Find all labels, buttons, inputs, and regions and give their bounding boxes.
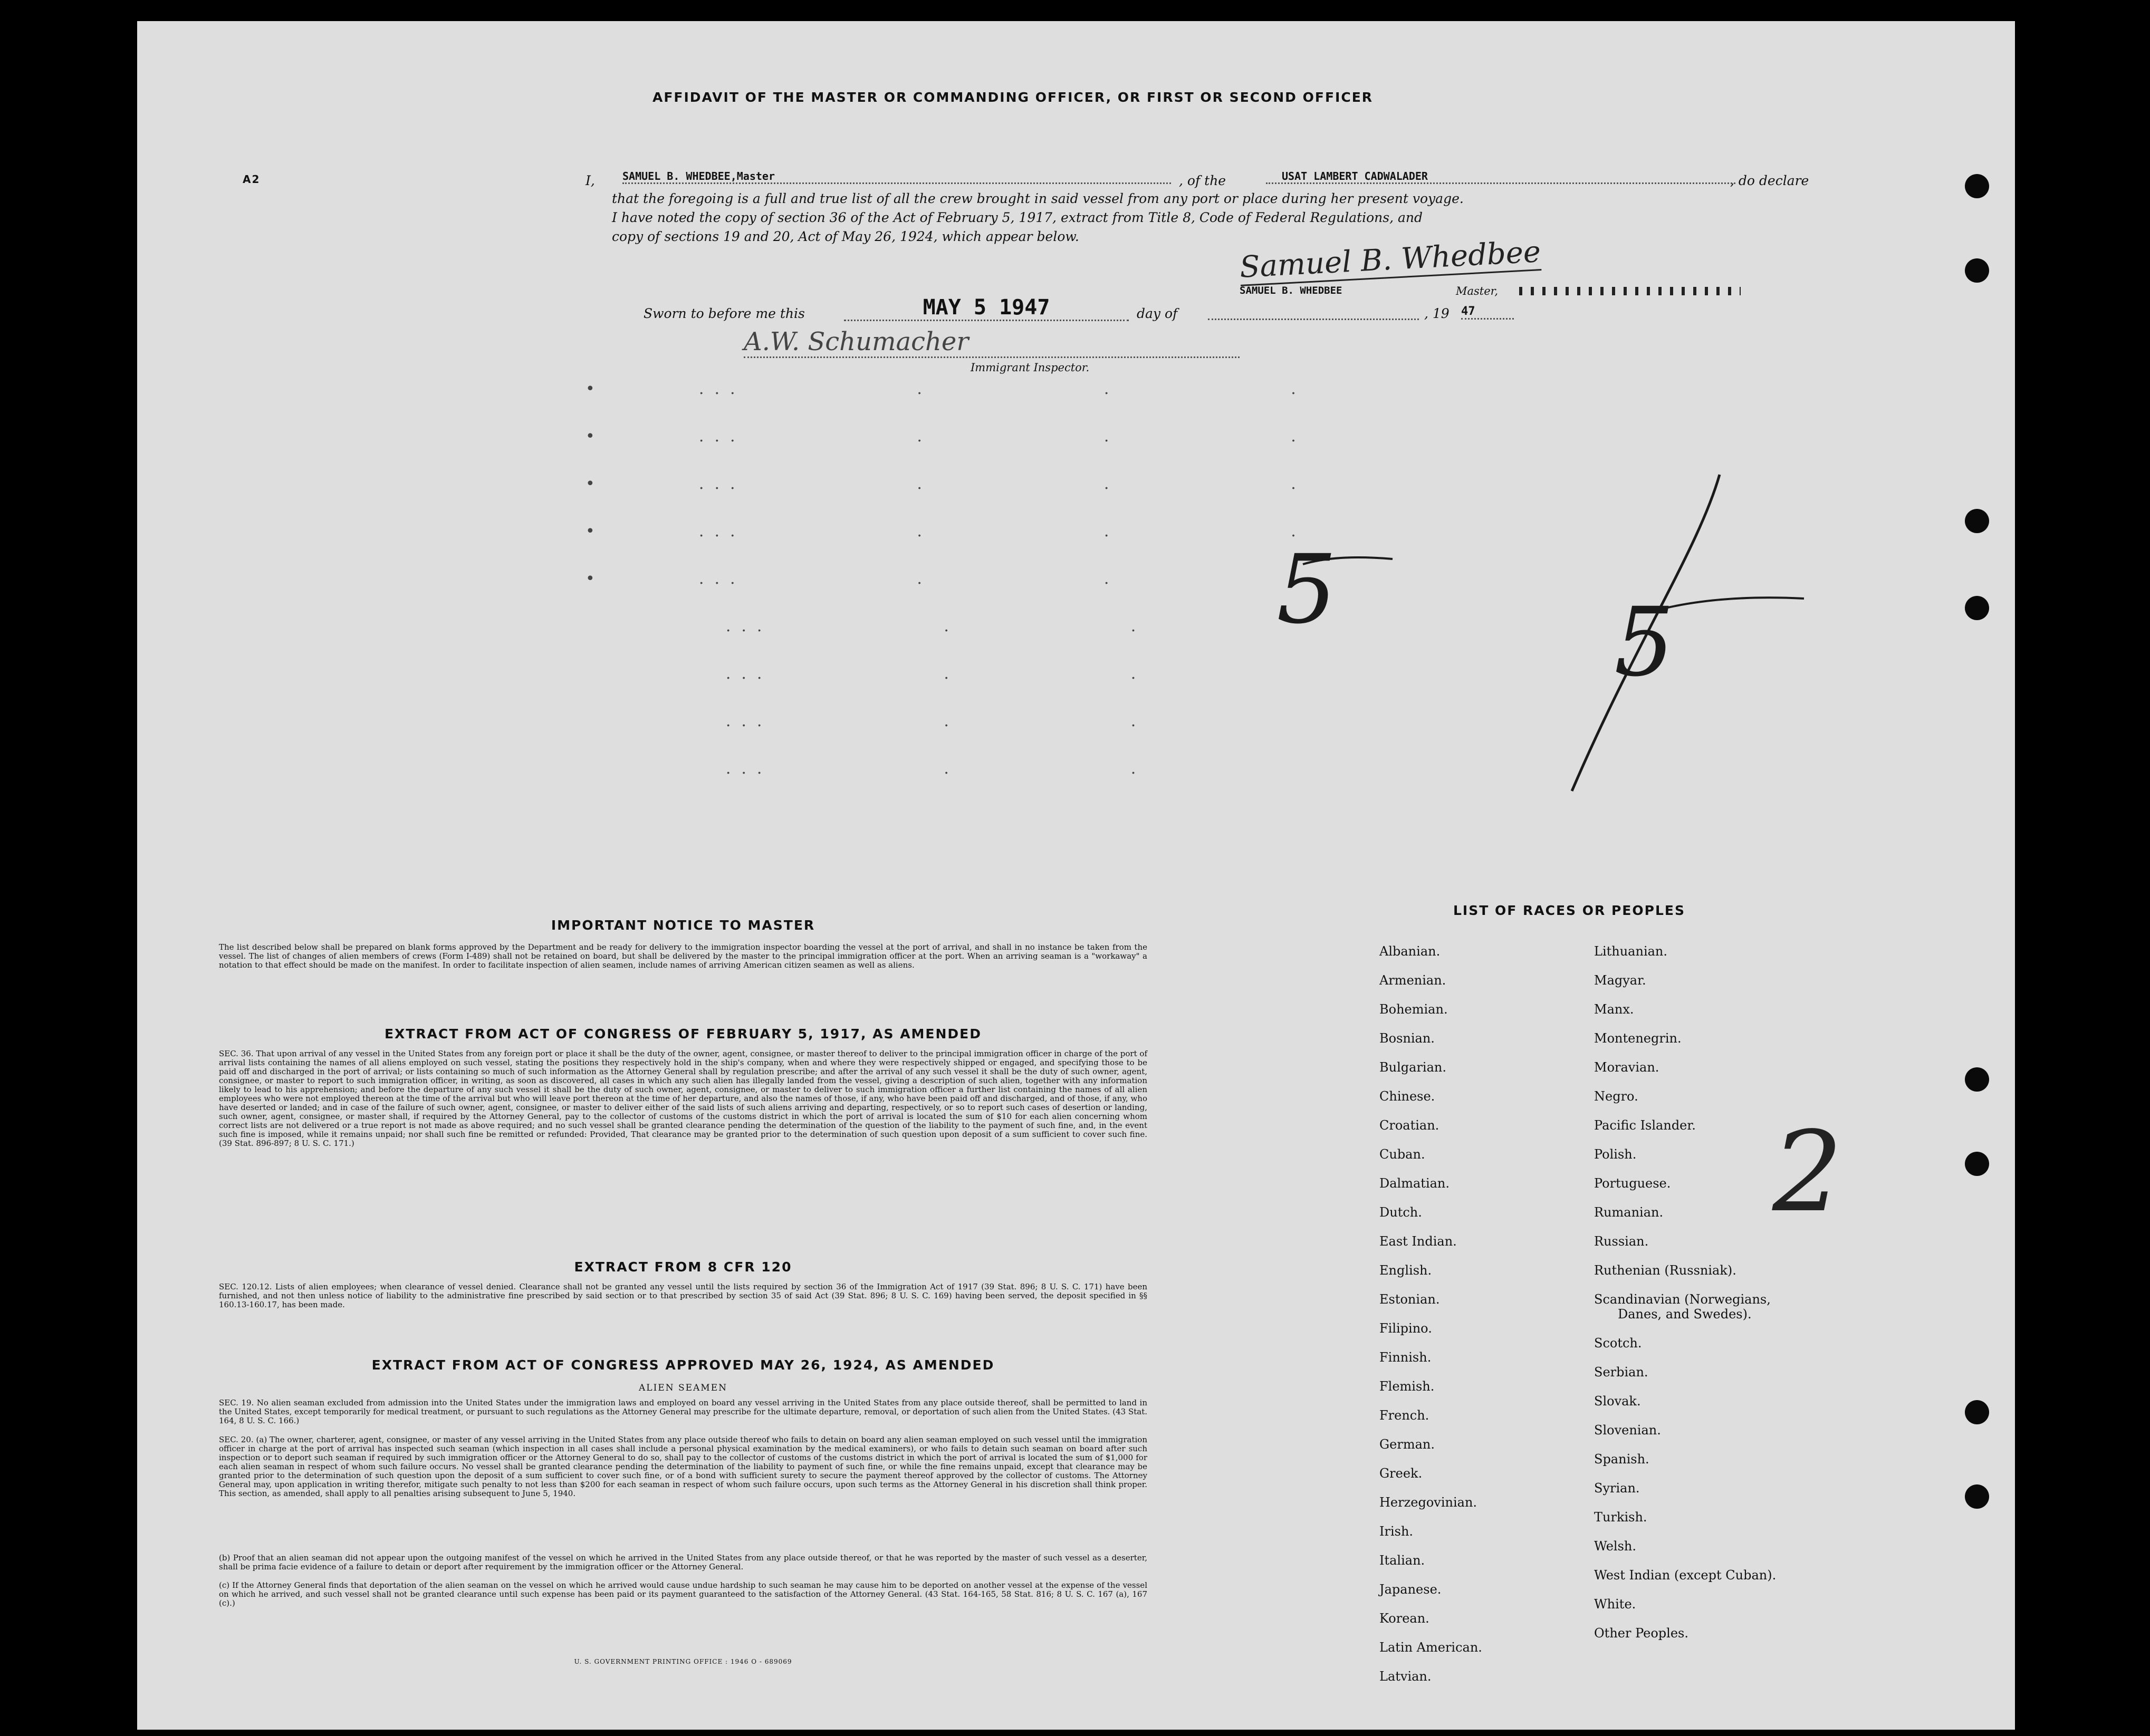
race-item: Montenegrin. [1594, 1031, 1682, 1046]
affidavit-line-3: I have noted the copy of section 36 of the Act of February 5, 1917, extract from Title 8, Code of Federal Regulations, and [612, 210, 1423, 225]
race-item: Scotch. [1594, 1336, 1642, 1351]
race-item: German. [1379, 1437, 1435, 1452]
race-item: Danes, and Swedes). [1618, 1307, 1752, 1322]
affidavit-do-declare: , do declare [1730, 173, 1809, 188]
master-signature: Samuel B. Whedbee [1239, 235, 1542, 286]
race-item: Slovak. [1594, 1394, 1641, 1409]
race-item: Rumanian. [1594, 1205, 1664, 1220]
handwritten-margin-number: 2 [1772, 1107, 1843, 1237]
race-item: Pacific Islander. [1594, 1118, 1696, 1133]
extract-1924-sec20a: SEC. 20. (a) The owner, charterer, agent, consignee, or master of any vessel arriving in the United States from any place outside thereof who fails to detain on board any alien seaman employed on such vessel until the immigration officer in charge at the port of arrival has inspected such seaman (which inspection in all cases shall include a personal physical examination by the medical examiners), or who fails to detain such seaman on board after such inspection or to deport such seaman if required by such immigration officer or the Attorney General to do so, shall pay to the collector of customs of the customs district in which the port of arrival is located the sum of $1,000 for each alien seaman in respect of whom such failure occurs. No vessel shall be granted clearance pending the determination of the liability to payment of such fine, or while the fine remains unpaid, except that clearance may be granted prior to the determination of such question upon the deposit of a sum sufficient to cover such fine, or of a bond with sufficient surety to secure the payment thereof approved by the collector of customs. The Attorney General may, upon application in writing therefor, mitigate such penalty to not less than $200 for each seaman in respect of whom such failure occurs, upon such terms as the Attorney General in his discretion shall think proper. This section, as amended, shall apply to all penalties arising subsequent to June 5, 1940. [219, 1435, 1147, 1498]
binder-hole [1965, 174, 1989, 198]
race-item: Dalmatian. [1379, 1176, 1450, 1191]
bleed-through-marks: • ... . . . [586, 475, 1307, 493]
race-item: Albanian. [1379, 944, 1441, 959]
extract-8cfr-title: EXTRACT FROM 8 CFR 120 [574, 1259, 792, 1275]
race-item: Latin American. [1379, 1640, 1482, 1655]
extract-8cfr-body: SEC. 120.12. Lists of alien employees; when clearance of vessel denied. Clearance shall not be granted any vessel until the lists required by section 36 of the Immigration Act of 1917 (39 Stat. 896; 8 U. S. C. 171) have been furnished, and not then unless notice of liability to the administrative fine prescribed by said section or to that prescribed by section 35 of said Act (39 Stat. 896; 8 U. S. C. 169) having been served, the deposit specified in §§ 160.13-160.17, has been made. [219, 1282, 1147, 1309]
race-item: Welsh. [1594, 1539, 1636, 1554]
fraction-numerator: 5 [1276, 535, 1337, 645]
inspector-signature: A.W. Schumacher [744, 327, 1240, 358]
race-item: Dutch. [1379, 1205, 1422, 1220]
race-item: Flemish. [1379, 1379, 1435, 1394]
race-item: East Indian. [1379, 1234, 1457, 1249]
extract-1924-sec19: SEC. 19. No alien seaman excluded from admission into the United States under the immigration laws and employed on board any vessel arriving in the United States from any place outside thereof, shall be permitted to land in the United States, except temporarily for medical treatment, or pursuant to such regulations as the Attorney General may prescribe for the ultimate departure, removal, or deportation of such alien from the United States. (43 Stat. 164, 8 U. S. C. 166.) [219, 1398, 1147, 1425]
race-item: Lithuanian. [1594, 944, 1668, 959]
race-item: Slovenian. [1594, 1423, 1661, 1438]
extract-1924-sec20c: (c) If the Attorney General finds that deportation of the alien seaman on the vessel on which he arrived would cause undue hardship to such seaman he may cause him to be deported on another vessel at the expense of the vessel on which he arrived, and such vessel shall not be granted clearance until such expense has been paid or its payment guaranteed to the satisfaction of the Attorney General. (43 Stat. 164-165, 58 Stat. 816; 8 U. S. C. 167 (a), 167 (c).) [219, 1580, 1147, 1608]
race-item: English. [1379, 1263, 1432, 1278]
year-field: 47 [1461, 305, 1514, 320]
race-item: Armenian. [1379, 973, 1446, 988]
bleed-through-marks: ... . . [586, 712, 1147, 730]
race-item: Italian. [1379, 1553, 1425, 1568]
bleed-through-marks: ... . . [586, 664, 1147, 683]
race-item: Negro. [1594, 1089, 1638, 1104]
day-of-label: day of [1137, 306, 1178, 321]
fraction-denominator: 5 [1614, 587, 1675, 698]
extract-1924-sec20b: (b) Proof that an alien seaman did not appear upon the outgoing manifest of the vessel on which he arrived in the United States from any place outside thereof, or that he was reported by the master of such vessel as a deserter, shall be prima facie evidence of a failure to detain or deport after requirement by the immigration officer or the Attorney General. [219, 1553, 1147, 1571]
race-item: Bulgarian. [1379, 1060, 1446, 1075]
affidavit-title: AFFIDAVIT OF THE MASTER OR COMMANDING OFFICER, OR FIRST OR SECOND OFFICER [652, 90, 1374, 105]
race-item: Cuban. [1379, 1147, 1425, 1162]
race-item: Magyar. [1594, 973, 1646, 988]
affidavit-line-2: that the foregoing is a full and true list of all the crew brought in said vessel from any port or place during her present voyage. [612, 191, 1464, 206]
race-item: Croatian. [1379, 1118, 1439, 1133]
master-caption: Master, [1456, 285, 1499, 297]
race-item: Bohemian. [1379, 1002, 1448, 1017]
bleed-through-marks: • ... . . . [586, 522, 1307, 541]
races-column-2 [1594, 944, 1776, 1655]
race-item: Syrian. [1594, 1481, 1640, 1496]
race-item: Turkish. [1594, 1510, 1647, 1525]
binder-hole [1965, 1484, 1989, 1509]
race-item: Polish. [1594, 1147, 1637, 1162]
race-item: West Indian (except Cuban). [1594, 1568, 1777, 1583]
month-field [1208, 316, 1419, 320]
race-item: Bosnian. [1379, 1031, 1435, 1046]
binder-hole [1965, 1067, 1989, 1092]
race-item: Serbian. [1594, 1365, 1648, 1380]
binder-hole [1965, 509, 1989, 533]
inspector-caption: Immigrant Inspector. [971, 361, 1090, 374]
race-item: Moravian. [1594, 1060, 1659, 1075]
handwritten-fraction [1245, 443, 1878, 823]
race-item: Greek. [1379, 1466, 1423, 1481]
race-item: Irish. [1379, 1524, 1414, 1539]
race-item: Other Peoples. [1594, 1626, 1688, 1641]
race-item: French. [1379, 1408, 1429, 1423]
races-column-1 [1379, 944, 1482, 1698]
extract-1917-body: SEC. 36. That upon arrival of any vessel in the United States from any foreign port or place it shall be the duty of the owner, agent, consignee, or master thereof to deliver to the principal immigration officer in charge of the port of arrival lists containing the names of all aliens employed on such vessel, stating the positions they respectively hold in the ship's company, when and where they were respectively shipped or engaged, and specifying those to be paid off and discharged in the port of arrival; or lists containing so much of such information as the Attorney General shall by regulation prescribe; and after the arrival of any such vessel it shall be the duty of such owner, agent, consignee, or master to report to such immigration officer, in writing, as soon as discovered, all cases in which any such alien has illegally landed from the vessel, giving a description of such alien, together with any information likely to lead to his apprehension; and before the departure of any such vessel it shall be the duty of such owner, agent, consignee, or master to deliver to such immigration officer a further list containing the names of all alien employees who were not employed thereon at the time of the arrival but who will leave port thereon at the time of her departure, and also the names of those, if any, who have been paid off and discharged, and of those, if any, who have deserted or landed; and in case of the failure of such owner, agent, consignee, or master to deliver either of the said lists of such aliens arriving and departing, respectively, or so to report such cases of desertion or landing, such owner, agent, consignee, or master shall, if required by the Attorney General, pay to the collector of customs of the customs district in which the port of arrival is located the sum of $10 for each alien concerning whom correct lists are not delivered or a true report is not made as above required; and no such vessel shall be granted clearance pending the determination of the question of the liability to the payment of such fine, and, in the event such fine is imposed, while it remains unpaid; nor shall such fine be remitted or refunded: Provided, That clearance may be granted prior to the determination of such question upon deposit of a sum sufficient to cover such fine. (39 Stat. 896-897; 8 U. S. C. 171.) [219, 1049, 1147, 1148]
race-item: Herzegovinian. [1379, 1495, 1477, 1510]
extract-1924-title: EXTRACT FROM ACT OF CONGRESS APPROVED MAY 26, 1924, AS AMENDED [371, 1357, 995, 1373]
race-item: Russian. [1594, 1234, 1649, 1249]
bleed-through-marks: • ... . . . [586, 380, 1307, 398]
binder-hole [1965, 1152, 1989, 1176]
typed-signature: SAMUEL B. WHEDBEE [1240, 285, 1342, 296]
bleed-through-marks: • ... . . . [586, 570, 1307, 588]
race-item: White. [1594, 1597, 1636, 1612]
race-item: Spanish. [1594, 1452, 1649, 1467]
binder-hole [1965, 258, 1989, 283]
race-item: Filipino. [1379, 1321, 1432, 1336]
vessel-name-field: USAT LAMBERT CADWALADER [1266, 170, 1735, 184]
binder-hole [1965, 1400, 1989, 1424]
sworn-date-stamp: MAY 5 1947 [844, 295, 1129, 321]
race-item: Scandinavian (Norwegians, [1594, 1292, 1771, 1307]
race-item: Korean. [1379, 1611, 1429, 1626]
binder-hole [1965, 596, 1989, 620]
race-item: Latvian. [1379, 1669, 1432, 1684]
notice-title: IMPORTANT NOTICE TO MASTER [551, 918, 815, 933]
bleed-through-marks: ... . . [586, 759, 1147, 778]
races-title: LIST OF RACES OR PEOPLES [1453, 903, 1685, 918]
sworn-label: Sworn to before me this [644, 306, 805, 321]
race-item: Manx. [1594, 1002, 1634, 1017]
printer-line: U. S. GOVERNMENT PRINTING OFFICE : 1946 O - 689069 [574, 1658, 792, 1665]
master-name-field: SAMUEL B. WHEDBEE,Master [622, 170, 1171, 184]
form-code: A2 [243, 173, 261, 186]
year-prefix: , 19 [1424, 306, 1450, 321]
race-item: Ruthenian (Russniak). [1594, 1263, 1736, 1278]
affidavit-line-4: copy of sections 19 and 20, Act of May 26, 1924, which appear below. [612, 229, 1079, 244]
race-item: Portuguese. [1594, 1176, 1671, 1191]
bleed-through-marks: • ... . . . [586, 427, 1307, 446]
extract-1924-subtitle: ALIEN SEAMEN [639, 1383, 727, 1393]
race-item: Finnish. [1379, 1350, 1432, 1365]
strikethrough-marks [1519, 287, 1741, 295]
bleed-through-marks: ... . . [586, 617, 1147, 635]
race-item: Japanese. [1379, 1582, 1442, 1597]
extract-1917-title: EXTRACT FROM ACT OF CONGRESS OF FEBRUARY 5, 1917, AS AMENDED [384, 1026, 982, 1041]
affidavit-i-label: I, [586, 173, 595, 188]
race-item: Chinese. [1379, 1089, 1435, 1104]
notice-body: The list described below shall be prepared on blank forms approved by the Department and be ready for delivery to the immigration inspector boarding the vessel at the port of arrival, and shall in no instance be taken from the vessel. The list of changes of alien members of crews (Form I-489) shall not be retained on board, but shall be delivered by the master to the principal immigration officer at the port. When an arriving seaman is a "workaway" a notation to that effect should be made on the manifest. In order to facilitate inspection of alien seamen, include names of arriving American citizen seamen as well as aliens. [219, 942, 1147, 970]
affidavit-of-the: , of the [1179, 173, 1226, 188]
race-item: Estonian. [1379, 1292, 1440, 1307]
document-page [137, 21, 2015, 1730]
